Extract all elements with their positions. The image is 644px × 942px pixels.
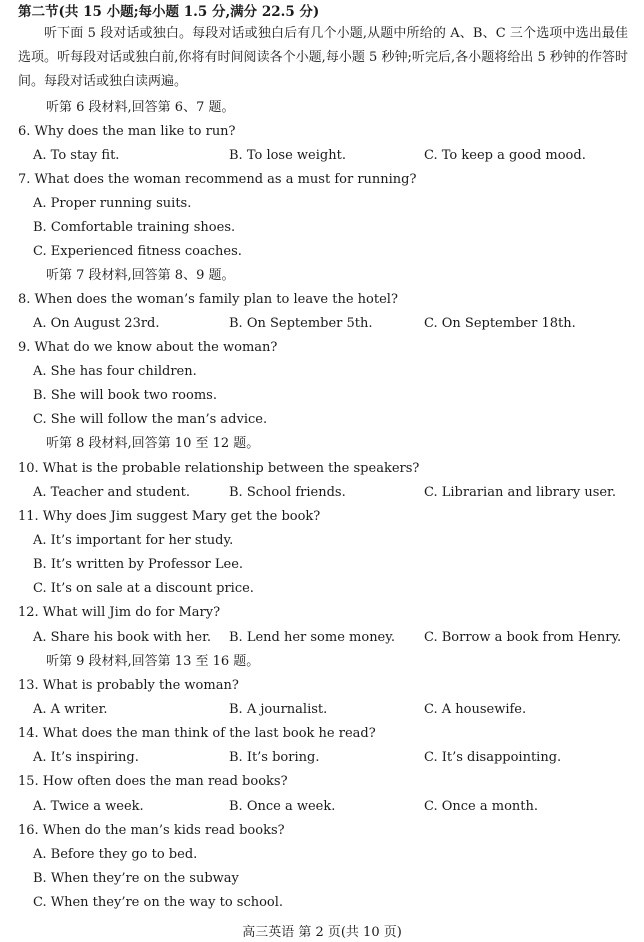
question-11-option-c: C. It’s on sale at a discount price. [33,581,254,596]
question-7-option-a: A. Proper running suits. [33,196,192,211]
question-12: 12. What will Jim do for Mary? [18,605,221,620]
question-7-option-b: B. Comfortable training shoes. [33,220,236,235]
question-9-option-c: C. She will follow the man’s advice. [33,412,268,427]
material-9-intro: 听第 9 段材料,回答第 13 至 16 题。 [46,654,260,669]
question-11: 11. Why does Jim suggest Mary get the book? [18,509,321,524]
question-13-option-c: C. A housewife. [424,702,527,717]
question-15: 15. How often does the man read books? [18,774,288,789]
question-9-option-a: A. She has four children. [33,364,197,379]
question-7-option-c: C. Experienced fitness coaches. [33,244,242,259]
question-13: 13. What is probably the woman? [18,678,239,693]
question-10-option-c: C. Librarian and library user. [424,485,616,500]
question-9-option-b: B. She will book two rooms. [33,388,217,403]
question-16-option-c: C. When they’re on the way to school. [33,895,284,910]
question-9: 9. What do we know about the woman? [18,340,278,355]
question-16: 16. When do the man’s kids read books? [18,823,285,838]
question-12-option-c: C. Borrow a book from Henry. [424,630,622,645]
question-6-option-a: A. To stay fit. [33,148,120,163]
question-15-option-a: A. Twice a week. [33,799,144,814]
question-11-option-a: A. It’s important for her study. [33,533,234,548]
page-footer: 高三英语 第 2 页(共 10 页) [242,925,402,940]
question-16-option-b: B. When they’re on the subway [33,871,239,886]
section-title: 第二节(共 15 小题;每小题 1.5 分,满分 22.5 分) [18,4,320,20]
question-8-option-c: C. On September 18th. [424,316,576,331]
question-15-option-c: C. Once a month. [424,799,539,814]
question-10: 10. What is the probable relationship between the speakers? [18,461,420,476]
section-instructions: 听下面 5 段对话或独白。每段对话或独白后有几个小题,从题中所给的 A、B、C 三个选项中选出最佳选项。听每段对话或独白前,你将有时间阅读各个小题,每小题 5 秒钟;听完后,各小题将给出 5 秒钟的作答时间。每段对话或独白读两遍。 [18,26,628,89]
material-6-intro: 听第 6 段材料,回答第 6、7 题。 [46,100,235,115]
question-14-option-a: A. It’s inspiring. [33,750,139,765]
material-7-intro: 听第 7 段材料,回答第 8、9 题。 [46,268,235,283]
question-16-option-a: A. Before they go to bed. [33,847,198,862]
question-15-option-b: B. Once a week. [229,799,336,814]
question-6-option-c: C. To keep a good mood. [424,148,586,163]
question-6-option-b: B. To lose weight. [229,148,346,163]
question-6: 6. Why does the man like to run? [18,124,236,139]
question-13-option-b: B. A journalist. [229,702,328,717]
material-8-intro: 听第 8 段材料,回答第 10 至 12 题。 [46,436,260,451]
question-14-option-b: B. It’s boring. [229,750,320,765]
question-8-option-a: A. On August 23rd. [33,316,160,331]
question-12-option-a: A. Share his book with her. [33,630,212,645]
question-12-option-b: B. Lend her some money. [229,630,396,645]
question-10-option-b: B. School friends. [229,485,346,500]
question-13-option-a: A. A writer. [33,702,108,717]
question-7: 7. What does the woman recommend as a must for running? [18,172,417,187]
question-8: 8. When does the woman’s family plan to leave the hotel? [18,292,398,307]
question-14: 14. What does the man think of the last book he read? [18,726,376,741]
question-8-option-b: B. On September 5th. [229,316,373,331]
question-10-option-a: A. Teacher and student. [33,485,191,500]
question-14-option-c: C. It’s disappointing. [424,750,562,765]
question-11-option-b: B. It’s written by Professor Lee. [33,557,244,572]
